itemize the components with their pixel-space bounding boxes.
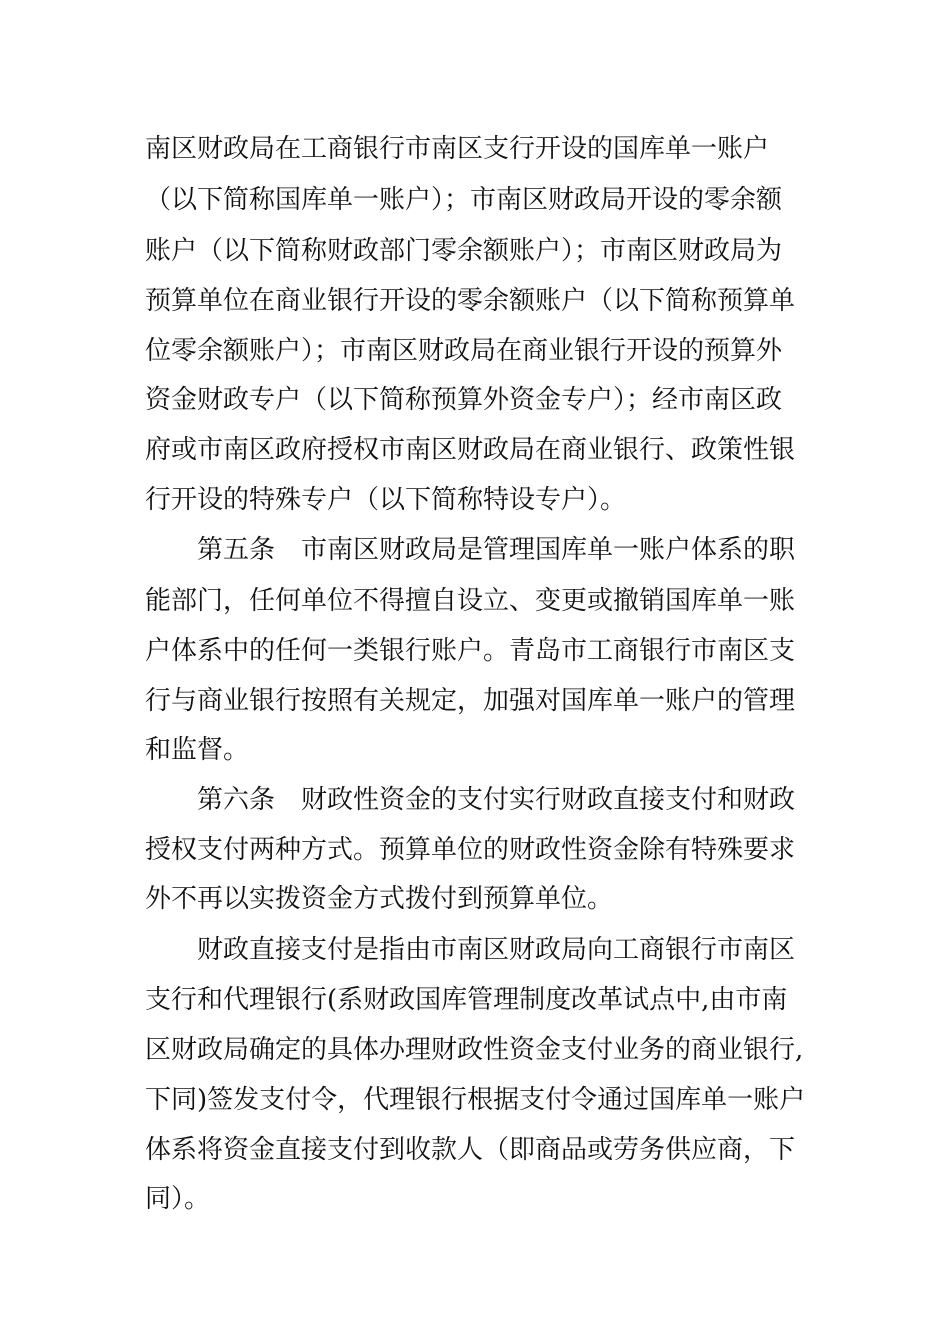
text-line: 外不再以实拨资金方式拨付到预算单位。 bbox=[145, 884, 614, 914]
text-line: 南区财政局在工商银行市南区支行开设的国库单一账户 bbox=[145, 134, 770, 164]
text-line: 预算单位在商业银行开设的零余额账户（以下简称预算单 bbox=[145, 286, 796, 316]
text-line: 体系将资金直接支付到收款人（即商品或劳务供应商，下 bbox=[145, 1135, 796, 1165]
paragraph-start-line: 财政直接支付是指由市南区财政局向工商银行市南区 bbox=[197, 935, 796, 965]
text-line: 同）。 bbox=[145, 1184, 211, 1214]
text-line: 账户（以下简称财政部门零余额账户）；市南区财政局为 bbox=[145, 236, 783, 266]
text-line: 行与商业银行按照有关规定，加强对国库单一账户的管理 bbox=[145, 686, 796, 716]
text-line: （以下简称国库单一账户）；市南区财政局开设的零余额 bbox=[145, 185, 783, 215]
text-line: 和监督。 bbox=[145, 735, 250, 765]
text-line: 授权支付两种方式。预算单位的财政性资金除有特殊要求 bbox=[145, 835, 796, 865]
text-line: 资金财政专户（以下简称预算外资金专户）；经市南区政 bbox=[145, 385, 783, 415]
text-line: 位零余额账户）；市南区财政局在商业银行开设的预算外 bbox=[145, 336, 783, 366]
text-line: 府或市南区政府授权市南区财政局在商业银行、政策性银 bbox=[145, 435, 796, 465]
text-line: 行开设的特殊专户（以下简称特设专户）。 bbox=[145, 485, 627, 515]
text-line: 区财政局确定的具体办理财政性资金支付业务的商业银行, bbox=[145, 1035, 804, 1065]
text-line: 下同)签发支付令，代理银行根据支付令通过国库单一账户 bbox=[145, 1085, 806, 1115]
article-6-heading-line: 第六条 财政性资金的支付实行财政直接支付和财政 bbox=[197, 785, 796, 815]
text-line: 支行和代理银行(系财政国库管理制度改革试点中,由市南 bbox=[145, 985, 788, 1015]
article-5-heading-line: 第五条 市南区财政局是管理国库单一账户体系的职 bbox=[197, 535, 796, 565]
text-line: 能部门，任何单位不得擅自设立、变更或撤销国库单一账 bbox=[145, 586, 796, 616]
text-line: 户体系中的任何一类银行账户。青岛市工商银行市南区支 bbox=[145, 636, 796, 666]
